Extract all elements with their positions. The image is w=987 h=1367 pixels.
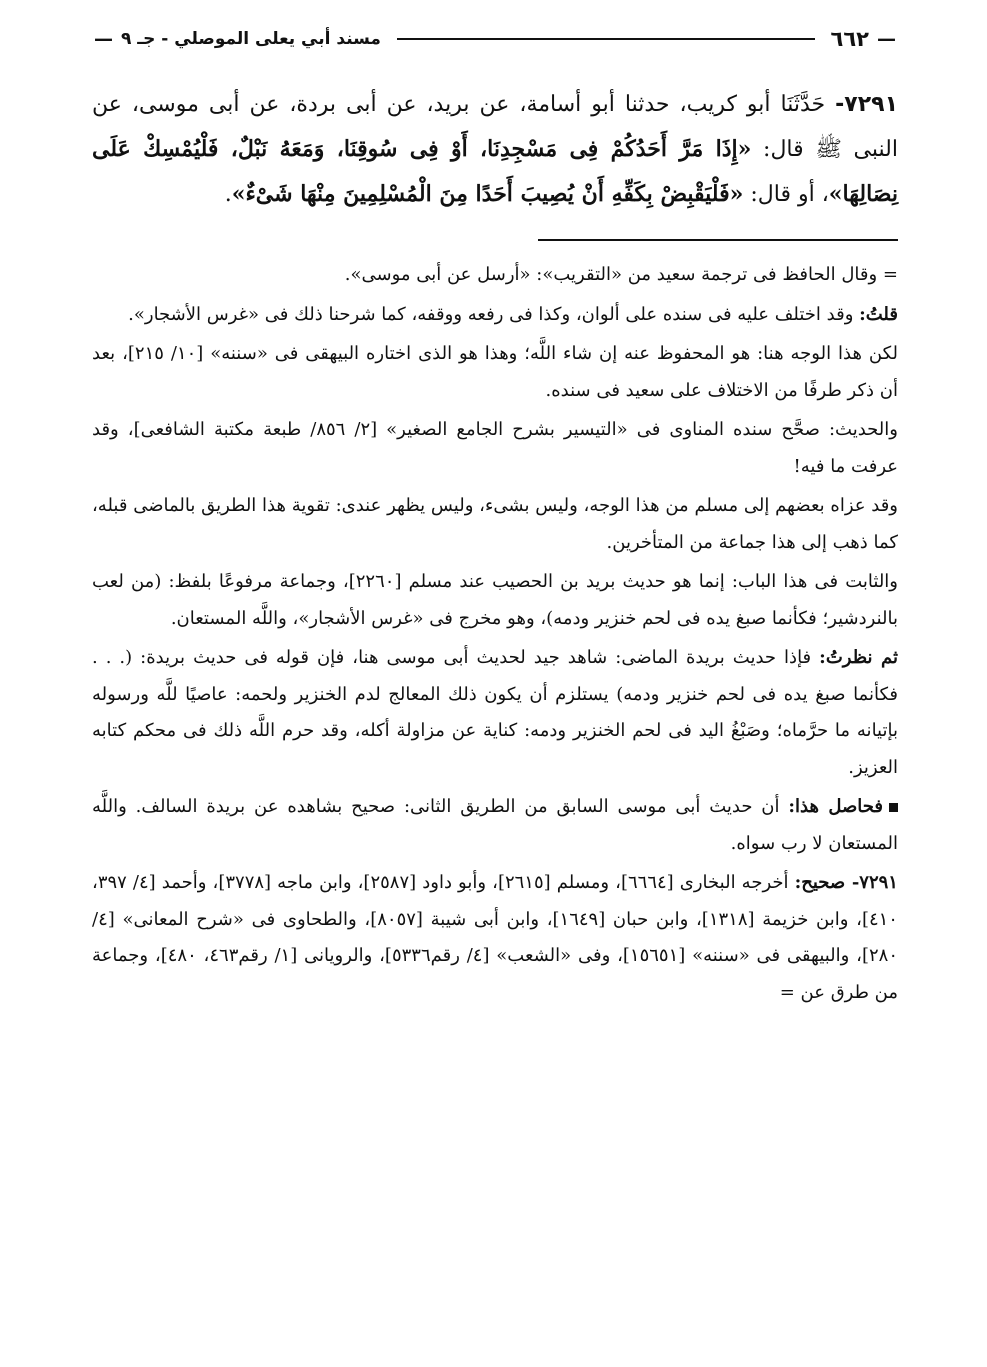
- note-lead: قلتُ:: [859, 303, 898, 325]
- note-text: لكن هذا الوجه هنا: هو المحفوظ عنه إن شاء اللَّه؛ وهذا هو الذى اختاره البيهقى فى «سننه» [١٠/ ٢١٥]، بعد أن ذكر طرفًا من الاختلاف على سعيد فى سنده.: [92, 343, 898, 401]
- note-paragraph: [92, 257, 898, 294]
- note-text: وقد اختلف عليه فى سنده على ألوان، وكذا فى رفعه ووقفه، كما شرحنا ذلك فى «غرس الأشجار».: [128, 303, 860, 325]
- note-text: = وقال الحافظ فى ترجمة سعيد من «التقريب»: «أرسل عن أبى موسى».: [344, 264, 898, 285]
- note-text: فإذا حديث بريدة الماضى: شاهد جيد لحديث أبى موسى هنا، فإن قوله فى حديث بريدة: (. . . فكأنما صبغ يده فى لحم خنزير ودمه) يستلزم أن يكون ذلك المعالج لدم الخنزير ولحمه: عاصيًا للَّه ورسوله بإتيانه ما حرَّماه؛ وصَبْغُ اليد فى لحم الخنزير ودمه: كناية عن مزاولة أكله، وقد حرم اللَّه ذلك فى محكم كتابه العزيز.: [92, 647, 898, 778]
- hadith-end: .: [224, 182, 232, 207]
- note-paragraph: [92, 336, 898, 409]
- note-paragraph: [92, 564, 898, 637]
- note-text: أن حديث أبى موسى السابق من الطريق الثانى: صحيح بشاهده عن بريدة السالف. واللَّه المستعان لا رب سواه.: [92, 796, 898, 854]
- note-paragraph: [92, 640, 898, 786]
- note-text: والحديث: صحَّح سنده المناوى فى «التيسير بشرح الجامع الصغير» [٢/ ٨٥٦/ طبعة مكتبة الشافعى]، وقد عرفت ما فيه!: [92, 419, 898, 477]
- note-paragraph: [92, 789, 898, 862]
- note-text: والثابت فى هذا الباب: إنما هو حديث بريد بن الحصيب عند مسلم [٢٢٦٠]، وجماعة مرفوعًا بلفظ: (من لعب بالنردشير؛ فكأنما صبغ يده فى لحم خنزير ودمه)، وهو مخرج فى «غرس الأشجار»، واللَّه المستعان.: [92, 571, 898, 629]
- square-bullet-icon: [889, 803, 898, 812]
- hadith-matn-2: «فَلْيَقْبِضْ بِكَفِّهِ أَنْ يُصِيبَ أَحَدًا مِنَ الْمُسْلِمِينَ مِنْهَا شَىْءٌ»: [231, 181, 744, 207]
- hadith-chain: حَدَّثَنَا أبو كريب، حدثنا أبو أسامة، عن بريد، عن أبى بردة، عن أبى موسى، عن النبى ﷺ قال:: [92, 92, 898, 162]
- book-title: مسند أبي يعلى الموصلي - جـ ٩: [121, 29, 381, 49]
- note-lead: فحاصل هذا:: [788, 796, 884, 817]
- note-paragraph: [92, 412, 898, 485]
- hadith-or-said: ، أو قال:: [743, 182, 829, 207]
- header-dash-left: —: [94, 28, 113, 50]
- note-text: وقد عزاه بعضهم إلى مسلم من هذا الوجه، وليس بشىء، وليس يظهر عندى: تقوية هذا الطريق بالماضى قبله، كما ذهب إلى هذا جماعة من المتأخرين.: [92, 495, 898, 553]
- header-dash-right: —: [877, 28, 896, 50]
- header-rule: [397, 38, 815, 40]
- takhrij-lead: ٧٢٩١- صحيح:: [794, 872, 898, 893]
- footnote-separator: [538, 239, 898, 241]
- note-paragraph: [92, 488, 898, 561]
- hadith-text: [92, 82, 898, 217]
- page-number: ٦٦٢: [830, 27, 869, 51]
- takhrij-text: أخرجه البخارى [٦٦٦٤]، ومسلم [٢٦١٥]، وأبو داود [٢٥٨٧]، وابن ماجه [٣٧٧٨]، وأحمد [٤/ ٣٩٧، ٤١٠]، وابن خزيمة [١٣١٨]، وابن حبان [١٦٤٩]، وابن أبى شيبة [٨٠٥٧]، والطحاوى فى «شرح المعانى» [٤/ ٢٨٠]، والبيهقى فى «سننه» [١٥٦٥١]، وفى «الشعب» [٤/ رقم٥٣٣٦]، والرويانى [١/ رقم٤٦٣، ٤٨٠]، وجماعة من طرق عن =: [92, 872, 899, 1003]
- footnotes: [92, 257, 898, 1011]
- hadith-number: ٧٢٩١-: [835, 92, 898, 117]
- page: [92, 22, 898, 1011]
- note-lead: ثم نظرتُ:: [819, 647, 898, 668]
- running-header: [92, 22, 898, 56]
- takhrij-paragraph: [92, 865, 898, 1011]
- note-paragraph: [92, 297, 898, 334]
- hadith-matn-1: «إِذَا مَرَّ أَحَدُكُمْ فِى مَسْجِدِنَا، أَوْ فِى سُوقِنَا، وَمَعَهُ نَبْلٌ، فَلْيُمْسِكْ عَلَى نِصَالِهَا»: [92, 136, 898, 207]
